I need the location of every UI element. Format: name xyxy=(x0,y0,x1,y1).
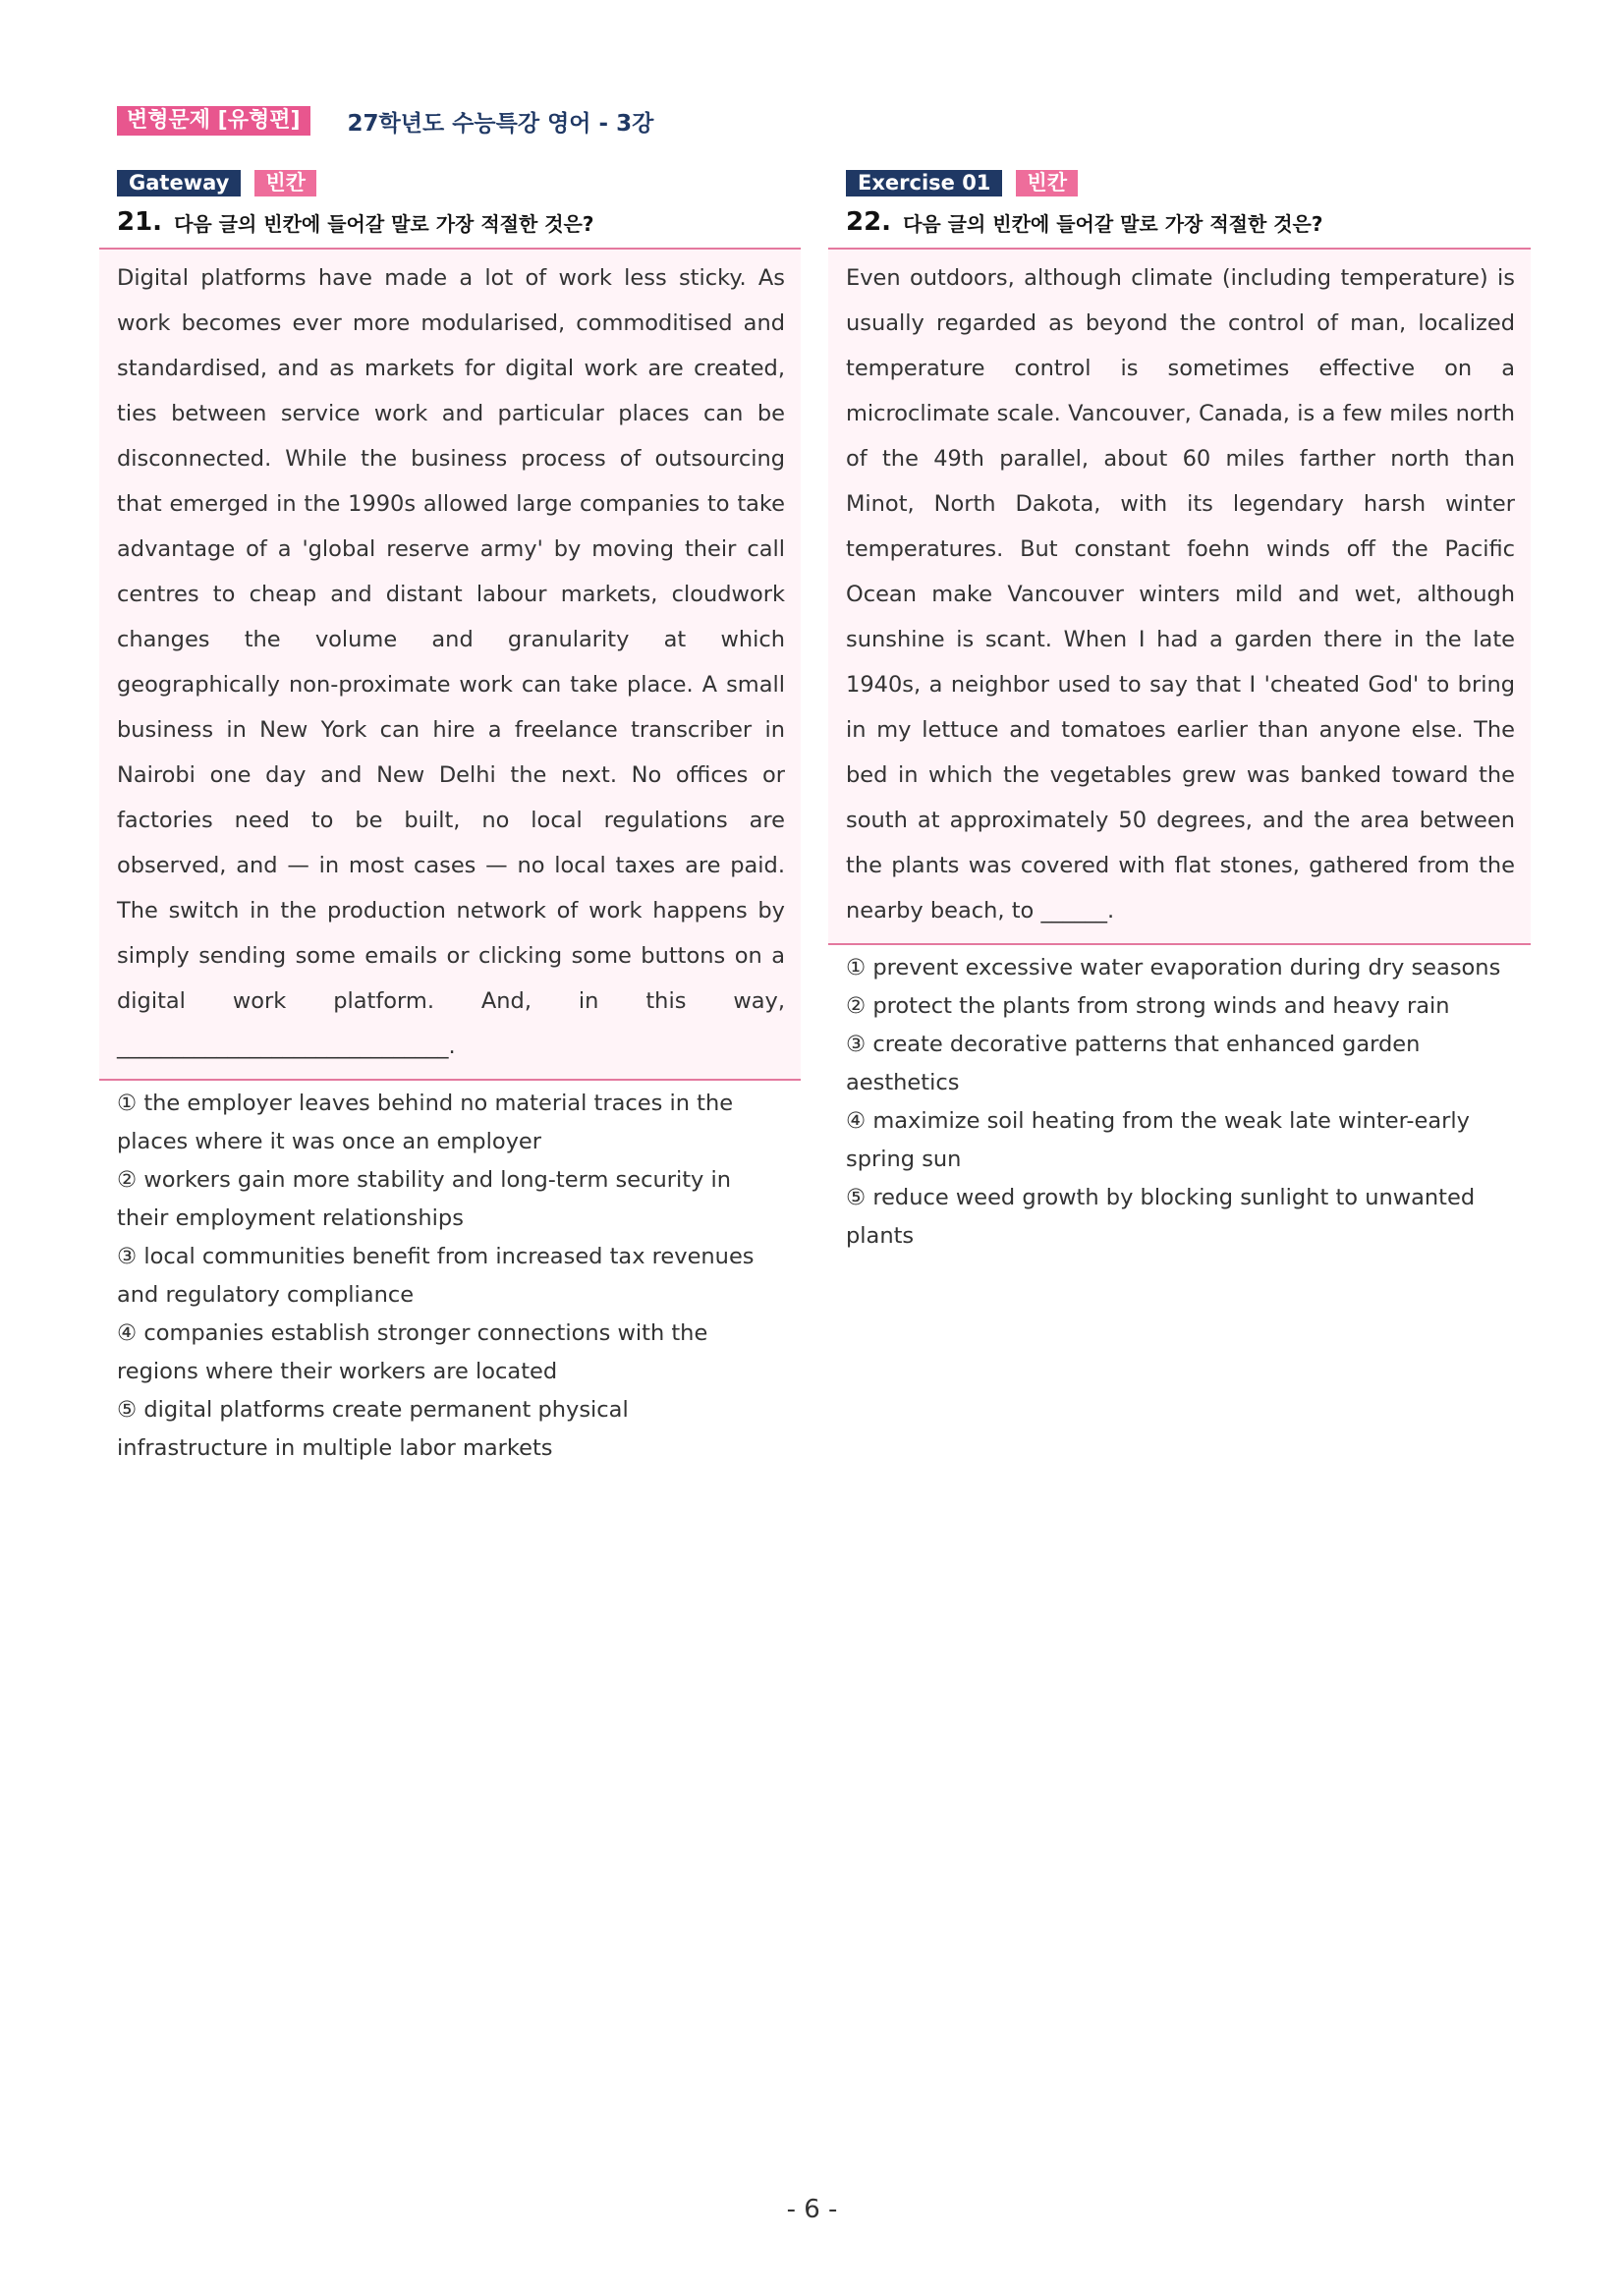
answer-option[interactable]: ② protect the plants from strong winds and heavy rain xyxy=(846,993,1450,1019)
question-21-column xyxy=(99,169,801,1468)
passage-box xyxy=(828,248,1531,945)
question-22-column xyxy=(828,169,1531,1256)
passage-text: Even outdoors, although climate (including temperature) is usually regarded as beyond the control of man, localized temperature control is sometimes effective on a microclimate scale. Vancouver, Canada, is a few miles north of the 49th parallel, about 60 miles farther north than Minot, North Dakota, with its legendary harsh winter temperatures. But constant foehn winds off the Pacific Ocean make Vancouver winters mild and wet, although sunshine is scant. When I had a garden there in the late 1940s, a neighbor used to say that I 'cheated God' to bring in my lettuce and tomatoes earlier than anyone else. The bed in which the vegetables grew was banked toward the south at approximately 50 degrees, and the area between the plants was covered with flat stones, gathered from the nearby beach, to ______. xyxy=(846,265,1515,924)
passage-text: Digital platforms have made a lot of work less sticky. As work becomes ever more modularised, commoditised and standardised, and as markets for digital work are created, ties between service work and particular places can be disconnected. While the business process of outsourcing that emerged in the 1990s allowed large companies to take advantage of a 'global reserve army' by moving their call centres to cheap and distant labour markets, cloudwork changes the volume and granularity at which geographically non-proximate work can take place. A small business in New York can hire a freelance transcriber in Nairobi one day and New Delhi the next. No offices or factories need to be built, no local regulations are observed, and — in most cases — no local taxes are paid. The switch in the production network of work happens by simply sending some emails or clicking some buttons on a digital work platform. And, in this way, ______________________________. xyxy=(117,265,785,1059)
page-header xyxy=(117,104,653,138)
type-badge: 빈칸 xyxy=(254,170,316,196)
passage-box xyxy=(99,248,801,1081)
question-number: 22. xyxy=(846,207,892,237)
answer-option[interactable]: ④ maximize soil heating from the weak late winter-early spring sun xyxy=(846,1108,1470,1172)
question-number: 21. xyxy=(117,207,163,237)
answer-option[interactable]: ③ create decorative patterns that enhanced garden aesthetics xyxy=(846,1032,1421,1095)
question-prompt: 다음 글의 빈칸에 들어갈 말로 가장 적절한 것은? xyxy=(903,211,1323,236)
page-title: 27학년도 수능특강 영어 - 3강 xyxy=(347,110,654,137)
section-badge: Exercise 01 xyxy=(846,170,1002,196)
answer-option[interactable]: ① the employer leaves behind no material traces in the places where it was once an employer xyxy=(117,1091,734,1154)
section-badge: Gateway xyxy=(117,170,241,196)
answer-option[interactable]: ⑤ digital platforms create permanent physical infrastructure in multiple labor markets xyxy=(117,1397,629,1461)
answer-options xyxy=(828,945,1531,1256)
question-prompt: 다음 글의 빈칸에 들어갈 말로 가장 적절한 것은? xyxy=(174,211,594,236)
category-tag: 변형문제 [유형편] xyxy=(117,106,310,136)
answer-option[interactable]: ⑤ reduce weed growth by blocking sunlight to unwanted plants xyxy=(846,1185,1476,1249)
answer-option[interactable]: ② workers gain more stability and long-term security in their employment relationships xyxy=(117,1167,732,1231)
question-header xyxy=(828,204,1531,240)
answer-option[interactable]: ④ companies establish stronger connections with the regions where their workers are located xyxy=(117,1320,708,1384)
answer-option[interactable]: ③ local communities benefit from increased tax revenues and regulatory compliance xyxy=(117,1244,755,1308)
question-badges xyxy=(99,169,801,196)
answer-options xyxy=(99,1081,801,1468)
question-badges xyxy=(828,169,1531,196)
page-number: - 6 - xyxy=(786,2195,838,2224)
type-badge: 빈칸 xyxy=(1016,170,1078,196)
answer-option[interactable]: ① prevent excessive water evaporation during dry seasons xyxy=(846,955,1501,980)
question-header xyxy=(99,204,801,240)
